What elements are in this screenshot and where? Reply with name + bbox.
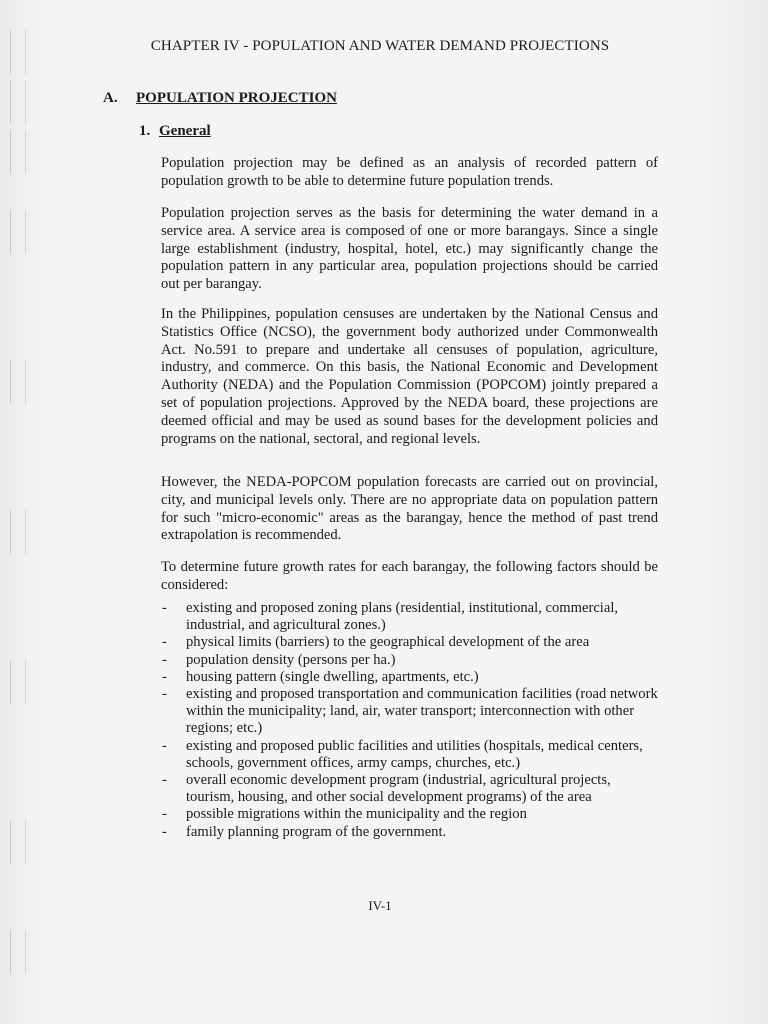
list-item-text: existing and proposed zoning plans (residential, institutional, commercial, industrial, and agricultural zones.) [186, 600, 619, 634]
page-number: IV-1 [368, 898, 392, 913]
list-bullet: - [162, 772, 167, 789]
list-bullet: - [162, 686, 167, 703]
list-item [161, 600, 661, 634]
chapter-title: CHAPTER IV - POPULATION AND WATER DEMAND PROJECTIONS [150, 38, 610, 54]
list-item-text: housing pattern (single dwelling, apartments, etc.) [186, 668, 479, 685]
list-item-text: existing and proposed public facilities and utilities (hospitals, medical centers, schools, government offices, army camps, churches, etc.) [186, 737, 643, 771]
list-item-text: physical limits (barriers) to the geographical development of the area [186, 634, 590, 651]
scan-margin-marks [10, 30, 40, 990]
section-title: POPULATION PROJECTION [136, 90, 337, 106]
list-bullet: - [162, 634, 167, 651]
paragraph-growth-factors-intro: To determine future growth rates for each barangay, the following factors should be considered: [161, 559, 658, 593]
paragraph-neda-popcom: However, the NEDA-POPCOM population forecasts are carried out on provincial, city, and municipal levels only. There are no appropriate data on population pattern for such "micro-economic" areas as the barangay, hence the method of past trend extrapolation is recommended. [161, 474, 658, 544]
subsection-title: General [159, 123, 211, 139]
list-item [161, 634, 661, 651]
list-bullet: - [162, 823, 167, 840]
list-item [161, 686, 661, 738]
list-item [161, 669, 661, 686]
subsection-number: 1. [139, 123, 151, 139]
paragraph-definition: Population projection may be defined as an analysis of recorded pattern of population growth to be able to determine future population trends. [161, 155, 658, 189]
list-item [161, 652, 661, 669]
list-item [161, 806, 661, 823]
paragraph-service-area: Population projection serves as the basis for determining the water demand in a service area. A service area is composed of one or more barangays. Since a single large establishment (industry, hospital, hotel, etc.) may significantly change the population pattern in any particular area, population projections should be carried out per barangay. [161, 205, 658, 293]
subsection-heading [139, 123, 211, 140]
list-item [161, 772, 661, 806]
section-letter: A. [103, 90, 118, 106]
list-bullet: - [162, 600, 167, 616]
list-bullet: - [162, 651, 167, 668]
list-item-text: overall economic development program (industrial, agricultural projects, tourism, housing, and other social development programs) of the area [186, 772, 611, 806]
list-item [161, 738, 661, 772]
list-item-text: existing and proposed transportation and communication facilities (road network within the municipality; land, air, water transport; interconnection with other regions; etc.) [186, 686, 658, 737]
list-bullet: - [162, 737, 167, 754]
list-item-text: family planning program of the government. [186, 823, 447, 840]
list-item-text: population density (persons per ha.) [186, 651, 396, 668]
list-item [161, 824, 661, 841]
paragraph-census: In the Philippines, population censuses are undertaken by the National Census and Statistics Office (NCSO), the government body authorized under Commonwealth Act. No.591 to prepare and undertake all censuses of population, agriculture, industry, and commerce. On this basis, the National Economic and Development Authority (NEDA) and the Population Commission (POPCOM) jointly prepared a set of population projections. Approved by the NEDA board, these projections are deemed official and may be used as sound bases for the development policies and programs on the national, sectoral, and regional levels. [161, 306, 658, 447]
list-item-text: possible migrations within the municipality and the region [186, 806, 527, 823]
list-bullet: - [162, 668, 167, 685]
list-bullet: - [162, 806, 167, 823]
growth-factors-list [161, 600, 661, 841]
section-heading [103, 90, 337, 107]
